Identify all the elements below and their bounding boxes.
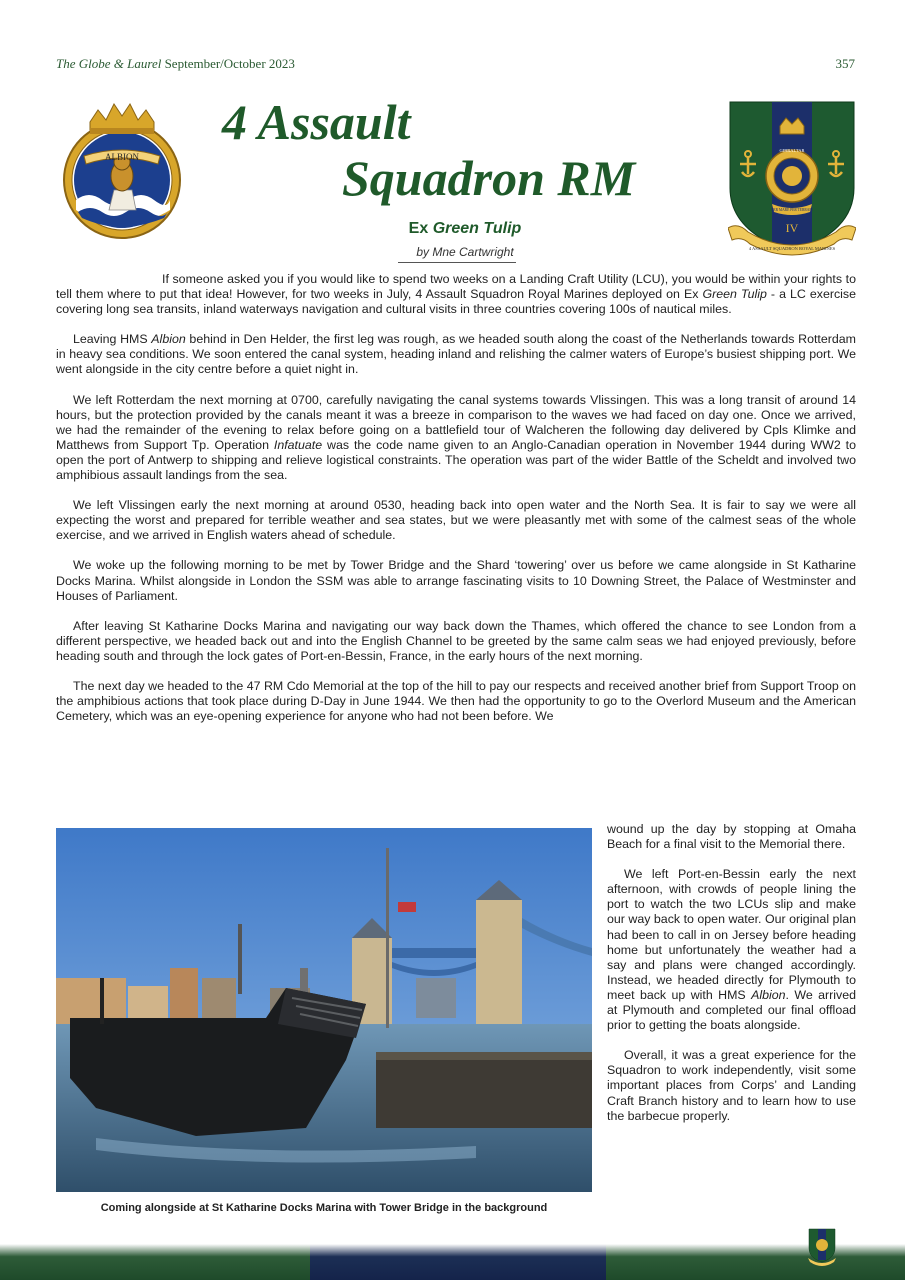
paragraph: We left Port-en-Bessin early the next afternoon, with crowds of people lining the port to watch the two LCUs slip and make our way back to open water. Our original plan had been to call in on Jersey before heading home but unfortunately the weather had a say and plans were changed accordingly. Instead, we headed directly for Plymouth to meet back up with HMS Albion. We arrived at Plymouth and completed our final offload prior to getting the boats alongside. xyxy=(607,867,856,1033)
squadron-crest-small-icon xyxy=(808,1228,836,1266)
article-subtitle xyxy=(380,220,550,238)
photo-caption: Coming alongside at St Katharine Docks Marina with Tower Bridge in the background xyxy=(100,1202,548,1214)
footer-band-center xyxy=(310,1244,606,1280)
crest-scroll-text: 4 ASSAULT SQUADRON ROYAL MARINES xyxy=(748,246,836,251)
paragraph: Leaving HMS Albion behind in Den Helder, the first leg was rough, as we headed south along the coast of the Netherlands towards Rotterdam in heavy sea conditions. We soon entered the canal system, heading inland and relishing the calmer waters of Europe’s busiest shipping port. We went alongside in the city centre before a quiet night in. xyxy=(56,332,856,377)
article-title-line1: 4 Assault xyxy=(222,94,411,150)
page-header xyxy=(56,56,855,76)
crest-numeral: IV xyxy=(785,221,799,235)
side-column xyxy=(607,822,856,1139)
paragraph: We left Rotterdam the next morning at 0700, carefully navigating the canal systems towards Vlissingen. This was a long transit of around 14 hours, but the protection provided by the canals meant it was a breeze in comparison to the waves we had faced on day one. Once we arrived, we had the remainder of the evening to relax before going on a battlefield tour of Walcheren the following day delivered by Cpls Klimke and Matthews from Support Tp. Operation Infatuate was the code name given to an Anglo-Canadian operation in November 1944 during WW2 to open the port of Antwerp to shipping and relieve logistical constraints. The operation was part of the wider Battle of the Scheldt and involved two amphibious assault landings from the sea. xyxy=(56,392,856,483)
page-number: 357 xyxy=(835,56,855,71)
issue-date: September/October 2023 xyxy=(164,56,295,71)
magazine-name: The Globe & Laurel xyxy=(56,56,162,71)
paragraph: If someone asked you if you would like to spend two weeks on a Landing Craft Utility (LCU), you would be within your rights to tell them where to put that idea! However, for two weeks in July, 4 Assault Squadron Royal Marines deployed on Ex Green Tulip - a LC exercise covering long sea transits, inland waterways navigation and cultural visits in three countries covering 100s of nautical miles. xyxy=(56,272,856,317)
paragraph: Overall, it was a great experience for the Squadron to work independently, visit some important places from Corps’ and Landing Craft Branch history and to learn how to use the barbecue properly. xyxy=(607,1048,856,1123)
tower-bridge-photo xyxy=(56,828,592,1192)
article-body xyxy=(56,272,856,739)
paragraph: The next day we headed to the 47 RM Cdo Memorial at the top of the hill to pay our respects and received another brief from Support Troop on the amphibious actions that took place during D-Day in June 1944. We then had the opportunity to go to the Overlord Museum and the American Cemetery, which was an eye-opening experience for anyone who had not been before. We xyxy=(56,678,856,724)
crest-ribbon-text: ALBION xyxy=(105,152,139,162)
crest-inner-ring-text: GIBRALTAR xyxy=(779,148,805,153)
subtitle-prefix: Ex xyxy=(408,220,429,237)
byline-divider xyxy=(398,262,516,263)
paragraph: We left Vlissingen early the next morning at around 0530, heading back into open water and the North Sea. It is fair to say we were all expecting the worst and prepared for terrible weather and sea states, but we were pleasantly met with some of the calmest seas of the whole exercise, and we arrived in English waters ahead of schedule. xyxy=(56,498,856,543)
crest-motto-text: PER MARE PER TERRAM xyxy=(771,208,813,212)
paragraph: We woke up the following morning to be met by Tower Bridge and the Shard ‘towering’ over us before we came alongside in St Katharine Docks Marina. Whilst alongside in London the SSM was able to arrange fascinating visits to 10 Downing Street, the Palace of Westminster and Houses of Parliament. xyxy=(56,558,856,603)
paragraph: After leaving St Katharine Docks Marina and navigating our way back down the Thames, which offered the chance to see London from a different perspective, we headed back out and into the English Channel to be greeted by the same calm seas we had enjoyed previously, before heading south and through the lock gates of Port-en-Bessin, France, in the early hours of the next morning. xyxy=(56,618,856,663)
article-title-line2: Squadron RM xyxy=(342,150,636,206)
squadron-crest-icon xyxy=(728,100,856,260)
paragraph: wound up the day by stopping at Omaha Beach for a final visit to the Memorial there. xyxy=(607,822,856,852)
byline: by Mne Cartwright xyxy=(416,245,514,259)
exercise-name: Green Tulip xyxy=(432,220,522,237)
albion-crest-icon xyxy=(54,100,194,240)
